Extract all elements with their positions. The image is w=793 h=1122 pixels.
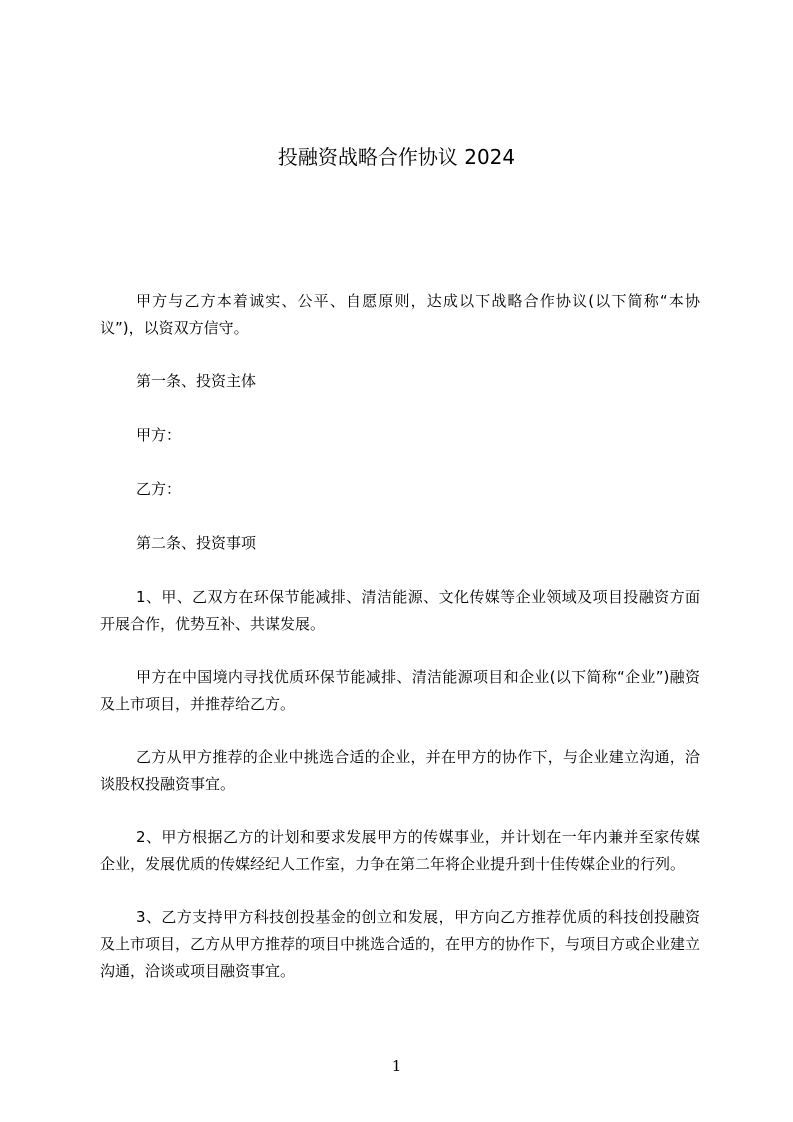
party-b-line: 乙方：	[136, 480, 182, 498]
clause-2-paragraph: 2、甲方根据乙方的计划和要求发展甲方的传媒事业，并计划在一年内兼并至家传媒企业，发展优质的传媒经纪人工作室，力争在第二年将企业提升到十佳传媒企业的行列。	[100, 828, 700, 873]
clause-1-party-a-paragraph: 甲方在中国境内寻找优质环保节能减排、清洁能源项目和企业(以下简称“企业”)融资及上市项目，并推荐给乙方。	[100, 668, 700, 713]
clause-3-paragraph: 3、乙方支持甲方科技创投基金的创立和发展，甲方向乙方推荐优质的科技创投融资及上市项目，乙方从甲方推荐的项目中挑选合适的，在甲方的协作下，与项目方或企业建立沟通，洽谈或项目融资事宜。	[100, 908, 701, 980]
party-a-line: 甲方：	[136, 426, 182, 444]
document-body	[100, 288, 700, 1011]
clause-1-party-b-paragraph: 乙方从甲方推荐的企业中挑选合适的企业，并在甲方的协作下，与企业建立沟通，洽谈股权投融资事宜。	[100, 748, 700, 793]
preamble-paragraph: 甲方与乙方本着诚实、公平、自愿原则，达成以下战略合作协议(以下简称“本协议”)，以资双方信守。	[100, 292, 700, 337]
article-1-heading: 第一条、投资主体	[136, 372, 257, 390]
document-title: 投融资战略合作协议 2024	[277, 145, 516, 169]
article-2-heading: 第二条、投资事项	[136, 534, 257, 552]
page-number: 1	[391, 1057, 402, 1075]
clause-1-paragraph: 1、甲、乙双方在环保节能减排、清洁能源、文化传媒等企业领域及项目投融资方面开展合作，优势互补、共谋发展。	[100, 588, 700, 633]
